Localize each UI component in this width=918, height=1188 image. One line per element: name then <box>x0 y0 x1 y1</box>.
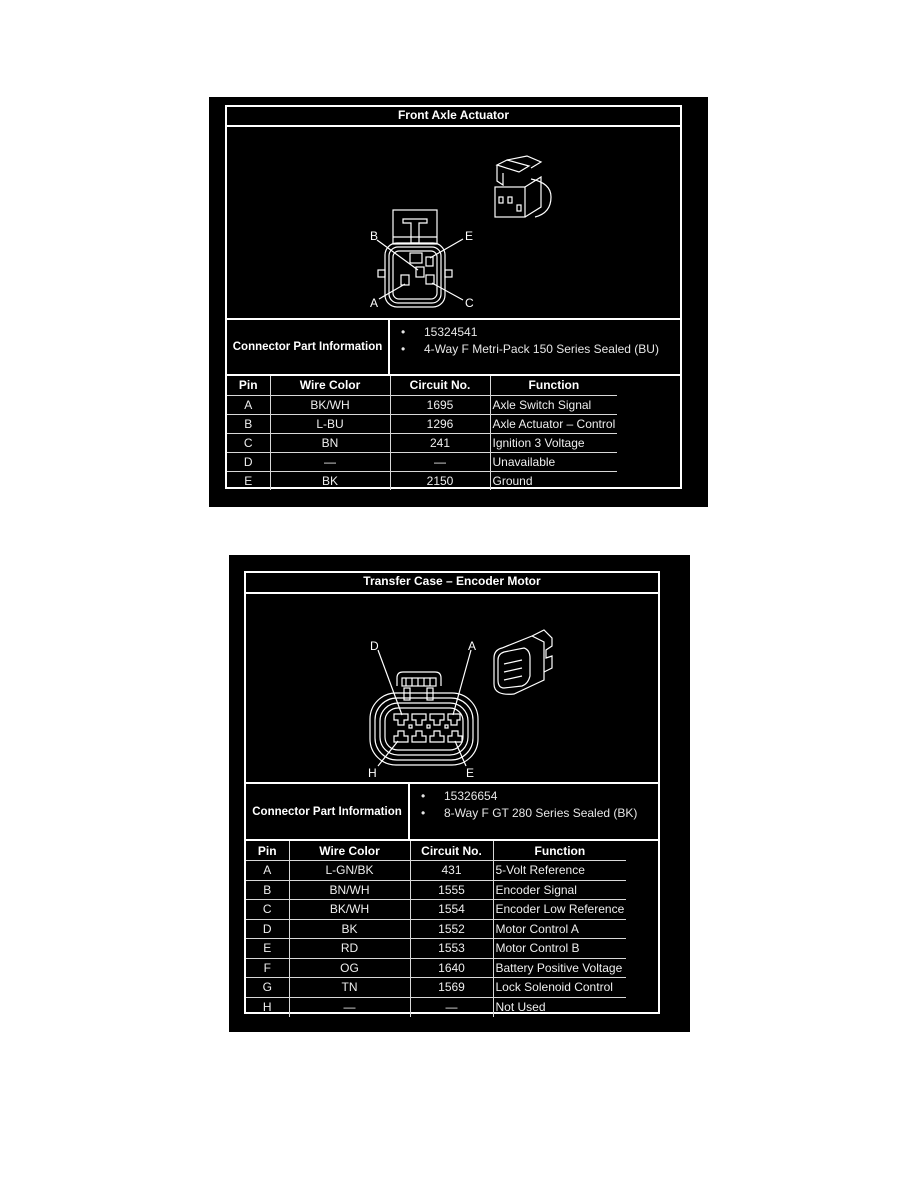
part-info-label: Connector Part Information <box>227 320 390 374</box>
circuit-cell: 241 <box>390 433 490 452</box>
function-cell: Ignition 3 Voltage <box>490 433 617 452</box>
col-function: Function <box>493 841 626 861</box>
wire-color-cell: TN <box>289 978 410 998</box>
wire-color-cell: OG <box>289 958 410 978</box>
table-row <box>246 997 626 1017</box>
pin-cell: E <box>246 939 289 959</box>
wire-color-cell: L-GN/BK <box>289 861 410 881</box>
function-cell: Motor Control A <box>493 919 626 939</box>
table-row <box>227 452 617 471</box>
pin-label-e: E <box>465 229 474 243</box>
circuit-cell: 1640 <box>410 958 493 978</box>
circuit-cell: 1296 <box>390 414 490 433</box>
table-row <box>246 978 626 998</box>
part-info-label: Connector Part Information <box>246 784 410 839</box>
function-cell: Battery Positive Voltage <box>493 958 626 978</box>
connector-part-info <box>227 318 680 376</box>
col-wire-color: Wire Color <box>270 376 390 395</box>
circuit-cell: 1569 <box>410 978 493 998</box>
wire-color-cell: BK/WH <box>289 900 410 920</box>
circuit-cell: 1555 <box>410 880 493 900</box>
wire-color-cell: BN/WH <box>289 880 410 900</box>
function-cell: Lock Solenoid Control <box>493 978 626 998</box>
pin-cell: F <box>246 958 289 978</box>
col-circuit-no: Circuit No. <box>390 376 490 395</box>
connector-frame <box>244 571 660 1014</box>
table-row <box>246 919 626 939</box>
transfer-case-encoder-motor-panel <box>229 555 690 1032</box>
part-number: • 15324541 <box>390 324 680 341</box>
wire-color-cell: — <box>270 452 390 471</box>
function-cell: Motor Control B <box>493 939 626 959</box>
wire-color-cell: BK/WH <box>270 395 390 414</box>
table-row <box>227 433 617 452</box>
function-cell: Ground <box>490 471 617 490</box>
connector-face-drawing <box>246 594 658 784</box>
pin-cell: B <box>246 880 289 900</box>
pin-cell: E <box>227 471 270 490</box>
col-function: Function <box>490 376 617 395</box>
pin-cell: D <box>246 919 289 939</box>
pin-label-b: B <box>370 229 379 243</box>
part-description: • 4-Way F Metri-Pack 150 Series Sealed (BU) <box>390 341 680 358</box>
pinout-table <box>227 376 617 490</box>
pin-label-h: H <box>368 766 377 780</box>
connector-title: Front Axle Actuator <box>227 107 680 127</box>
circuit-cell: 431 <box>410 861 493 881</box>
function-cell: Encoder Signal <box>493 880 626 900</box>
pin-cell: A <box>246 861 289 881</box>
connector-frame <box>225 105 682 489</box>
part-info-list <box>410 784 658 839</box>
col-pin: Pin <box>227 376 270 395</box>
col-circuit-no: Circuit No. <box>410 841 493 861</box>
table-row <box>246 900 626 920</box>
circuit-cell: 1552 <box>410 919 493 939</box>
function-cell: Encoder Low Reference <box>493 900 626 920</box>
table-row <box>227 471 617 490</box>
col-wire-color: Wire Color <box>289 841 410 861</box>
table-row <box>246 939 626 959</box>
pin-cell: B <box>227 414 270 433</box>
pin-label-a: A <box>468 639 477 653</box>
circuit-cell: 1554 <box>410 900 493 920</box>
wire-color-cell: BK <box>270 471 390 490</box>
table-row <box>246 880 626 900</box>
pin-label-c: C <box>465 296 474 310</box>
connector-diagram <box>246 594 658 784</box>
table-row <box>246 958 626 978</box>
table-row <box>246 861 626 881</box>
circuit-cell: — <box>390 452 490 471</box>
function-cell: Not Used <box>493 997 626 1017</box>
wire-color-cell: RD <box>289 939 410 959</box>
pin-label-a: A <box>370 296 379 310</box>
part-description: • 8-Way F GT 280 Series Sealed (BK) <box>410 805 658 822</box>
function-cell: Unavailable <box>490 452 617 471</box>
connector-diagram <box>227 127 680 317</box>
function-cell: Axle Actuator – Control <box>490 414 617 433</box>
pin-cell: A <box>227 395 270 414</box>
pin-cell: C <box>227 433 270 452</box>
table-row <box>227 414 617 433</box>
circuit-cell: 1695 <box>390 395 490 414</box>
pinout-table <box>246 841 626 1017</box>
pin-cell: C <box>246 900 289 920</box>
part-info-list <box>390 320 680 374</box>
circuit-cell: — <box>410 997 493 1017</box>
circuit-cell: 2150 <box>390 471 490 490</box>
pin-cell: H <box>246 997 289 1017</box>
pin-cell: G <box>246 978 289 998</box>
pin-label-e: E <box>466 766 475 780</box>
pin-label-d: D <box>370 639 379 653</box>
part-number: • 15326654 <box>410 788 658 805</box>
table-header-row <box>246 841 626 861</box>
circuit-cell: 1553 <box>410 939 493 959</box>
wire-color-cell: L-BU <box>270 414 390 433</box>
connector-face-drawing <box>227 127 680 317</box>
wire-color-cell: BK <box>289 919 410 939</box>
function-cell: 5-Volt Reference <box>493 861 626 881</box>
table-row <box>227 395 617 414</box>
function-cell: Axle Switch Signal <box>490 395 617 414</box>
wire-color-cell: BN <box>270 433 390 452</box>
table-header-row <box>227 376 617 395</box>
connector-title: Transfer Case – Encoder Motor <box>246 573 658 594</box>
pin-cell: D <box>227 452 270 471</box>
connector-part-info <box>246 782 658 841</box>
front-axle-actuator-panel <box>209 97 708 507</box>
wire-color-cell: — <box>289 997 410 1017</box>
col-pin: Pin <box>246 841 289 861</box>
